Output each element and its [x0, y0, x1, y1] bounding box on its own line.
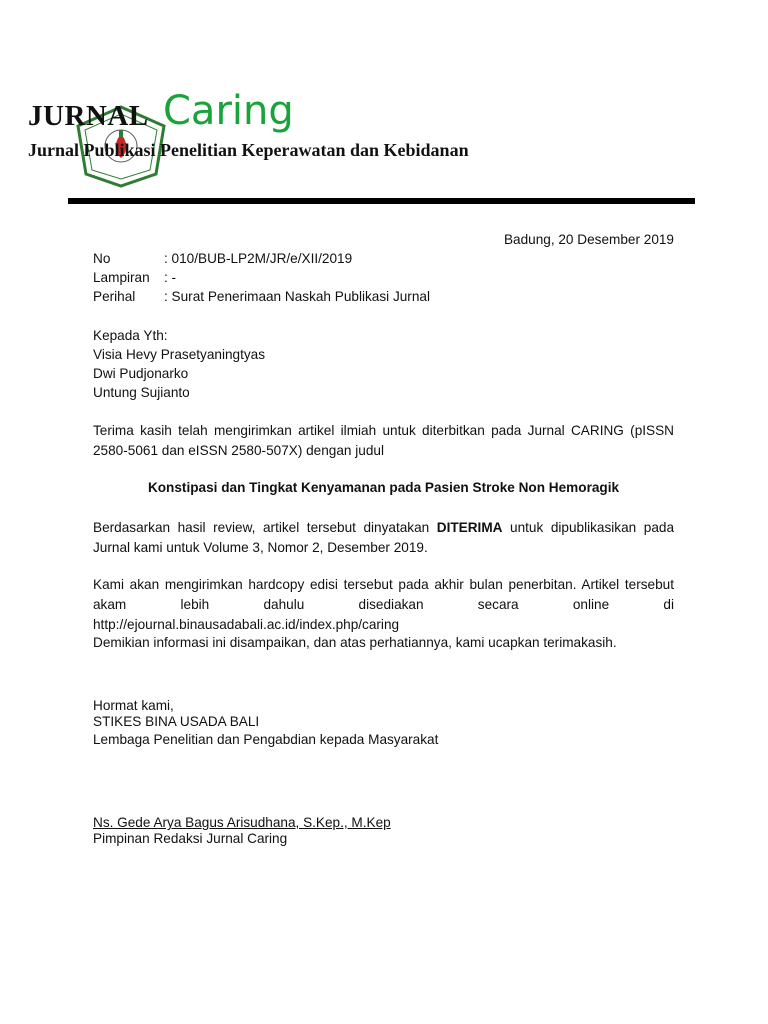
recipient-name: Dwi Pudjonarko: [93, 366, 189, 381]
intro-paragraph: Terima kasih telah mengirimkan artikel ilmiah untuk diterbitkan pada Jurnal CARING (pISSN 2580-5061 dan eISSN 2580-507X) dengan judul: [93, 423, 674, 458]
recipient-name: Untung Sujianto: [93, 385, 190, 400]
decision-text-before: Berdasarkan hasil review, artikel tersebut dinyatakan: [93, 520, 437, 535]
journal-subtitle: Jurnal Publikasi Penelitian Keperawatan dan Kebidanan: [28, 140, 469, 160]
journal-brand-word: JURNAL: [28, 100, 149, 132]
meta-value-no: : 010/BUB-LP2M/JR/e/XII/2019: [164, 251, 353, 266]
decision-text-after: untuk dipublikasikan pada Jurnal kami untuk Volume 3, Nomor 2, Desember 2019.: [93, 520, 674, 555]
regards-institution: STIKES BINA USADA BALI: [93, 714, 260, 729]
journal-brand-name: Caring: [163, 88, 294, 134]
signatory-role: Pimpinan Redaksi Jurnal Caring: [93, 831, 288, 846]
acceptance-status: DITERIMA: [436, 520, 503, 535]
meta-label-perihal: Perihal: [93, 289, 136, 304]
meta-value-perihal: : Surat Penerimaan Naskah Publikasi Jurnal: [164, 289, 430, 304]
article-title: Konstipasi dan Tingkat Kenyamanan pada Pasien Stroke Non Hemoragik: [147, 480, 620, 495]
regards-line: Hormat kami,: [93, 698, 174, 713]
closing-paragraph: Demikian informasi ini disampaikan, dan atas perhatiannya, kami ucapkan terimakasih.: [93, 635, 617, 650]
meta-value-lampiran: : -: [164, 270, 177, 285]
recipient-name: Visia Hevy Prasetyaningtyas: [93, 347, 266, 362]
meta-label-lampiran: Lampiran: [93, 270, 150, 285]
meta-label-no: No: [93, 251, 111, 266]
letter-date: Badung, 20 Desember 2019: [503, 232, 674, 247]
recipient-salutation: Kepada Yth:: [93, 328, 168, 343]
regards-department: Lembaga Penelitian dan Pengabdian kepada Masyarakat: [93, 732, 439, 747]
hardcopy-paragraph: Kami akan mengirimkan hardcopy edisi tersebut pada akhir bulan penerbitan. Artikel tersebut akam lebih dahulu disediakan secara online di http://ejournal.binausadabali.ac.id/index.php/caring: [93, 577, 674, 632]
signatory-name: Ns. Gede Arya Bagus Arisudhana, S.Kep., M.Kep: [93, 815, 391, 830]
decision-paragraph: [93, 518, 674, 558]
header-divider: [68, 198, 695, 204]
